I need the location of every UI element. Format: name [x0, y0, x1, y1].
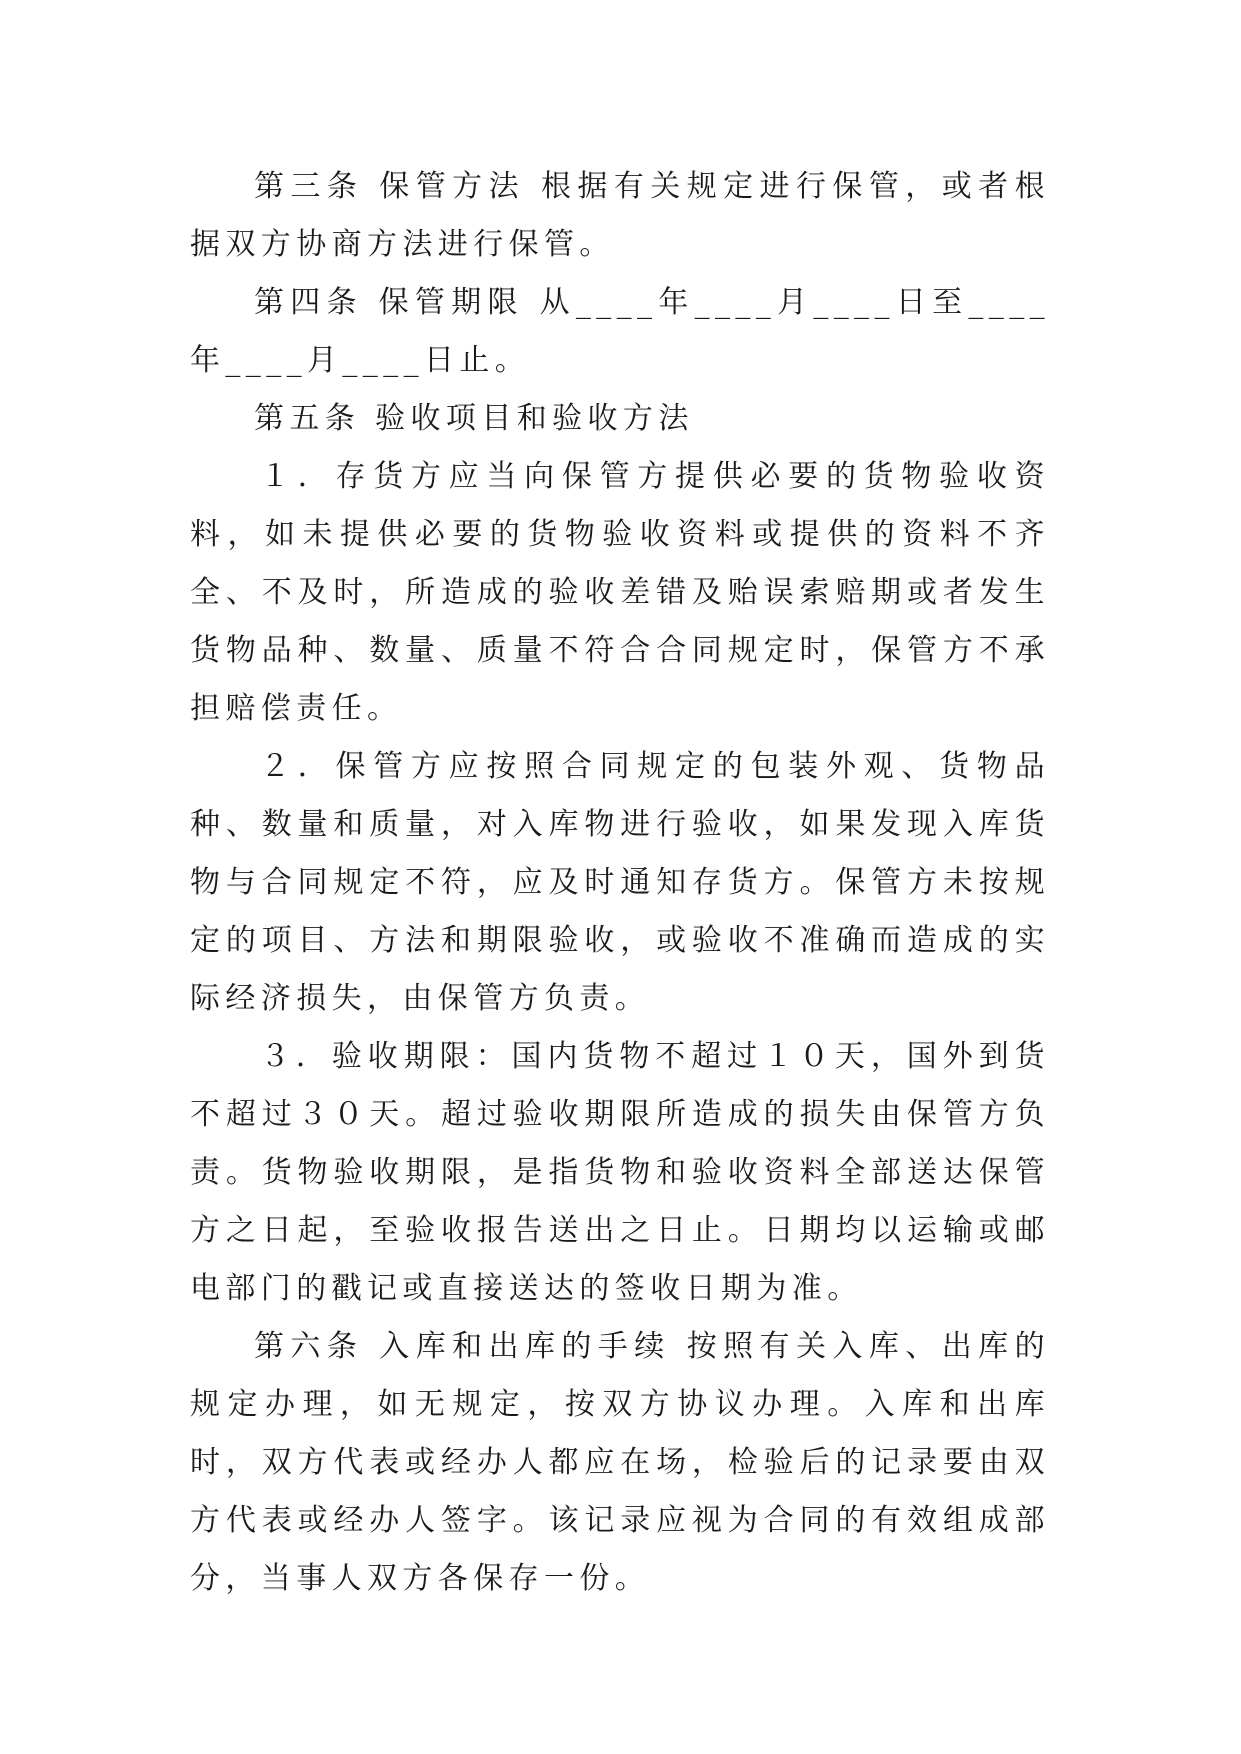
article-5-heading: 第五条 验收项目和验收方法	[254, 401, 694, 436]
article-5-item-2-paragraph: ２．保管方应按照合同规定的包装外观、货物品种、数量和质量，对入库物进行验收，如果发现入库货物与合同规定不符，应及时通知存货方。保管方未按规定的项目、方法和期限验收，或验收不准确而造成的实际经济损失，由保管方负责。	[190, 749, 1050, 1016]
article-4-paragraph: 第四条 保管期限 从____年____月____日至____年____月____日止。	[190, 285, 1050, 378]
article-5-item-3-paragraph: ３．验收期限：国内货物不超过１０天，国外到货不超过３０天。超过验收期限所造成的损失由保管方负责。货物验收期限，是指货物和验收资料全部送达保管方之日起，至验收报告送出之日止。日期均以运输或邮电部门的戳记或直接送达的签收日期为准。	[190, 1039, 1050, 1306]
article-3-paragraph: 第三条 保管方法 根据有关规定进行保管，或者根据双方协商方法进行保管。	[190, 169, 1050, 262]
article-6-paragraph: 第六条 入库和出库的手续 按照有关入库、出库的规定办理，如无规定，按双方协议办理。入库和出库时，双方代表或经办人都应在场，检验后的记录要由双方代表或经办人签字。该记录应视为合同的有效组成部分，当事人双方各保存一份。	[190, 1329, 1050, 1596]
article-5-item-1-paragraph: １．存货方应当向保管方提供必要的货物验收资料，如未提供必要的货物验收资料或提供的资料不齐全、不及时，所造成的验收差错及贻误索赔期或者发生货物品种、数量、质量不符合合同规定时，保管方不承担赔偿责任。	[190, 459, 1050, 726]
document-page	[190, 158, 1050, 1608]
